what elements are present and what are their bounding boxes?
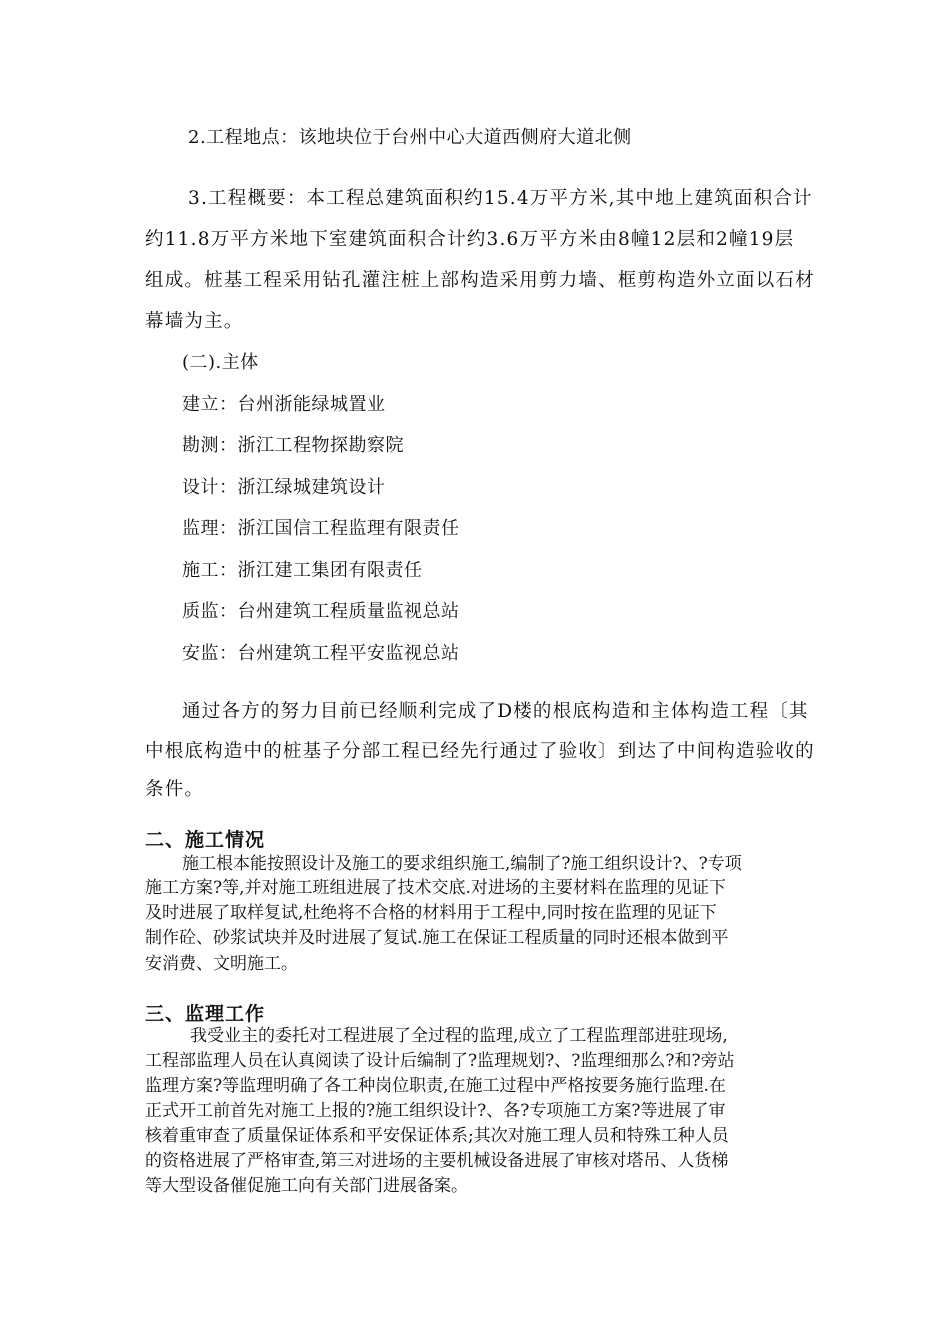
supervision-line-2: 工程部监理人员在认真阅读了设计后编制了?监理规划?、?监理细那么?和?旁站 bbox=[145, 1051, 735, 1071]
construction-line-3: 及时进展了取样复试,杜绝将不合格的材料用于工程中,同时按在监理的见证下 bbox=[145, 903, 717, 923]
section-heading-construction: 二、施工情况 bbox=[145, 829, 266, 851]
summary-line-2: 中根底构造中的桩基子分部工程已经先行通过了验收〕到达了中间构造验收的 bbox=[145, 741, 815, 762]
supervision-line-3: 监理方案?等监理明确了各工种岗位职责,在施工过程中严格按要务施行监理.在 bbox=[145, 1076, 726, 1096]
party-design: 设计：浙江绿城建筑设计 bbox=[182, 477, 386, 498]
overview-line-4: 幕墙为主。 bbox=[145, 311, 244, 332]
supervision-line-7: 等大型设备催促施工向有关部门进展备案。 bbox=[145, 1176, 468, 1196]
supervision-line-1: 我受业主的委托对工程进展了全过程的监理,成立了工程监理部进驻现场, bbox=[190, 1026, 728, 1046]
overview-line-2: 约11.8万平方米地下室建筑面积合计约3.6万平方米由8幢12层和2幢19层 bbox=[145, 229, 795, 250]
supervision-line-5: 核着重审查了质量保证体系和平安保证体系;其次对施工理人员和特殊工种人员 bbox=[145, 1126, 729, 1146]
party-quality: 质监：台州建筑工程质量监视总站 bbox=[182, 601, 460, 622]
party-owner: 建立：台州浙能绿城置业 bbox=[182, 394, 386, 415]
supervision-line-6: 的资格进展了严格审查,第三对进场的主要机械设备进展了审核对塔吊、人货梯 bbox=[145, 1151, 729, 1171]
summary-line-3: 条件。 bbox=[145, 779, 205, 800]
construction-line-4: 制作砼、砂浆试块并及时进展了复试.施工在保证工程质量的同时还根本做到平 bbox=[145, 928, 729, 948]
party-supervision: 监理：浙江国信工程监理有限责任 bbox=[182, 518, 460, 539]
overview-line-3: 组成。桩基工程采用钻孔灌注桩上部构造采用剪力墙、框剪构造外立面以石材 bbox=[145, 270, 815, 291]
party-construction: 施工：浙江建工集团有限责任 bbox=[182, 560, 423, 581]
construction-line-2: 施工方案?等,并对施工班组进展了技术交底.对进场的主要材料在监理的见证下 bbox=[145, 878, 726, 898]
section-heading-supervision: 三、监理工作 bbox=[145, 1003, 266, 1025]
overview-line-1: 3.工程概要：本工程总建筑面积约15.4万平方米,其中地上建筑面积合计 bbox=[188, 188, 813, 209]
party-safety: 安监：台州建筑工程平安监视总站 bbox=[182, 643, 460, 664]
construction-line-5: 安消费、文明施工。 bbox=[145, 954, 298, 974]
party-survey: 勘测：浙江工程物探勘察院 bbox=[182, 435, 404, 456]
supervision-line-4: 正式开工前首先对施工上报的?施工组织设计?、各?专项施工方案?等进展了审 bbox=[145, 1101, 726, 1121]
project-location: 2.工程地点：该地块位于台州中心大道西侧府大道北侧 bbox=[188, 127, 632, 148]
subheading-main-parties: (二).主体 bbox=[182, 352, 259, 373]
construction-line-1: 施工根本能按照设计及施工的要求组织施工,编制了?施工组织设计?、?专项 bbox=[182, 854, 742, 874]
summary-line-1: 通过各方的努力目前已经顺利完成了D楼的根底构造和主体构造工程〔其 bbox=[182, 701, 809, 722]
